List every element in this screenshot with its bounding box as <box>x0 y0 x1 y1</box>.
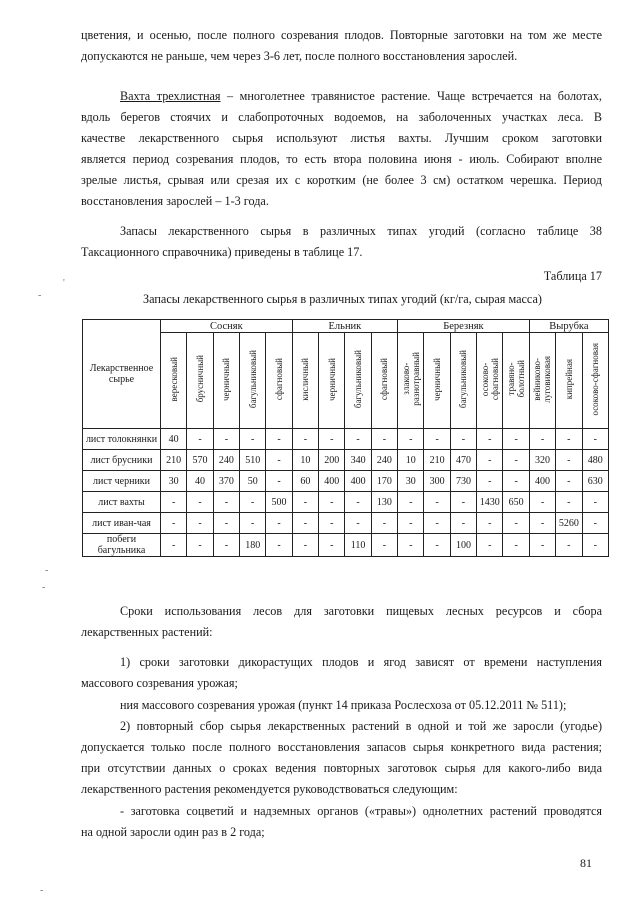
row-name-cell: лист брусники <box>83 450 161 471</box>
table-caption: Запасы лекарственного сырья в различных типах угодий (кг/га, сырая масса) <box>143 292 542 306</box>
table-label: Таблица 17 <box>543 269 602 283</box>
paragraph-line: лекарственных растений: <box>81 625 213 639</box>
column-header: багульниковый <box>450 333 476 429</box>
table-cell: 180 <box>240 534 266 557</box>
table-cell: 1430 <box>477 492 503 513</box>
table-cell: - <box>266 450 292 471</box>
table-cell: - <box>266 534 292 557</box>
table-cell: - <box>503 429 529 450</box>
table-cell: - <box>371 429 397 450</box>
table-cell: - <box>266 471 292 492</box>
table-cell: - <box>292 513 318 534</box>
table-cell: - <box>398 492 424 513</box>
table-cell: 730 <box>450 471 476 492</box>
paragraph-line: является период созревания плодов, то есть втора половина июня - июль. Собирают вполне <box>81 152 602 166</box>
table-cell: 40 <box>161 429 187 450</box>
table-cell: - <box>213 429 239 450</box>
table-cell: - <box>450 492 476 513</box>
list-item-line: массового созревания урожая; <box>81 676 238 690</box>
table-cell: 240 <box>371 450 397 471</box>
paragraph-line: восстановления зарослей – 1-3 года. <box>81 194 269 208</box>
table-cell: - <box>187 534 213 557</box>
table-cell: 340 <box>345 450 371 471</box>
table-cell: 500 <box>266 492 292 513</box>
column-header: багульниковый <box>240 333 266 429</box>
paragraph-line: Сроки использования лесов для заготовки пищевых лесных ресурсов и сбора <box>120 604 602 618</box>
table-cell: - <box>371 534 397 557</box>
table-cell: - <box>424 492 450 513</box>
table-cell: - <box>213 534 239 557</box>
table-cell: - <box>556 450 582 471</box>
column-header: брусничный <box>187 333 213 429</box>
table-cell: 650 <box>503 492 529 513</box>
table-cell: 400 <box>319 471 345 492</box>
table-cell: - <box>503 450 529 471</box>
table-cell: 510 <box>240 450 266 471</box>
table-cell: 400 <box>345 471 371 492</box>
column-header: травяно- болотный <box>503 333 529 429</box>
table-cell: 100 <box>450 534 476 557</box>
column-header: кипрейная <box>556 333 582 429</box>
table-cell: - <box>424 429 450 450</box>
table-cell: - <box>529 513 555 534</box>
table-cell: 200 <box>319 450 345 471</box>
table-cell: - <box>582 513 609 534</box>
table-cell: 10 <box>292 450 318 471</box>
table-cell: - <box>450 513 476 534</box>
table-cell: - <box>477 450 503 471</box>
table-cell: 40 <box>187 471 213 492</box>
table-cell: - <box>161 492 187 513</box>
column-header: осоково- сфагновый <box>477 333 503 429</box>
table-cell: - <box>503 534 529 557</box>
table-cell: 470 <box>450 450 476 471</box>
group-header: Вырубка <box>529 320 608 333</box>
table-cell: 60 <box>292 471 318 492</box>
list-item-line: лекарственного растения рекомендуется руководствоваться следующим: <box>81 782 458 796</box>
table-cell: - <box>319 513 345 534</box>
margin-mark: - <box>40 885 44 896</box>
table-cell: 10 <box>398 450 424 471</box>
list-item-line: на одной заросли один раз в 2 года; <box>81 825 265 839</box>
table-cell: 5260 <box>556 513 582 534</box>
table-cell: - <box>398 513 424 534</box>
table-cell: - <box>240 513 266 534</box>
row-name-cell: лист вахты <box>83 492 161 513</box>
table-cell: - <box>292 492 318 513</box>
table-cell: - <box>582 429 609 450</box>
column-header: черничный <box>319 333 345 429</box>
list-item-line: - заготовка соцветий и надземных органов («травы») однолетних растений проводятся <box>120 804 602 818</box>
column-header: кисличный <box>292 333 318 429</box>
list-item-line: ния массового созревания урожая (пункт 14 приказа Рослесхоза от 05.12.2011 № 511); <box>120 698 567 712</box>
table-cell: 630 <box>582 471 609 492</box>
paragraph-line: Таксационного справочника) приведены в таблице 17. <box>81 245 363 259</box>
table-cell: - <box>556 534 582 557</box>
column-header: черничный <box>424 333 450 429</box>
table-cell: - <box>319 534 345 557</box>
table-cell: - <box>161 513 187 534</box>
group-header: Ельник <box>292 320 397 333</box>
table-cell: 480 <box>582 450 609 471</box>
table-cell: - <box>266 429 292 450</box>
paragraph-line: допускаются не раньше, чем через 3-6 лет, после полного восстановления зарослей. <box>81 49 518 63</box>
paragraph-line <box>120 88 602 104</box>
term-vakhta: Вахта трехлистная <box>120 89 221 103</box>
table-cell: - <box>240 429 266 450</box>
resource-table <box>82 319 609 557</box>
row-name-cell: лист иван-чая <box>83 513 161 534</box>
table-cell: - <box>266 513 292 534</box>
table-cell: - <box>556 492 582 513</box>
table-cell: - <box>345 429 371 450</box>
table-cell: 400 <box>529 471 555 492</box>
table-cell: - <box>503 513 529 534</box>
table-cell: - <box>477 429 503 450</box>
table-cell: 170 <box>371 471 397 492</box>
table-cell: 370 <box>213 471 239 492</box>
table-row <box>83 513 609 534</box>
term-definition: – многолетнее травянистое растение. Чаще встречается на болотах, <box>220 89 602 103</box>
column-header: черничный <box>213 333 239 429</box>
table-cell: - <box>477 471 503 492</box>
table-cell: - <box>292 429 318 450</box>
group-header: Сосняк <box>161 320 293 333</box>
table-cell: - <box>529 534 555 557</box>
table-cell: 300 <box>424 471 450 492</box>
table-cell: - <box>213 513 239 534</box>
table-cell: - <box>187 429 213 450</box>
margin-mark: - <box>42 582 46 593</box>
paragraph-line: вдоль берегов стоячих и слабопроточных водоемов, на заболоченных участках леса. В <box>81 110 602 124</box>
table-cell: - <box>213 492 239 513</box>
column-header: вейниково- луговиковая <box>529 333 555 429</box>
list-item-line: допускается только после полного восстановления запасов сырья конкретного вида растения; <box>81 740 602 754</box>
table-cell: - <box>503 471 529 492</box>
table-cell: - <box>424 513 450 534</box>
table-cell: - <box>398 429 424 450</box>
table-row <box>83 471 609 492</box>
margin-mark: - <box>45 565 49 576</box>
table-cell: 30 <box>398 471 424 492</box>
column-header: багульниковый <box>345 333 371 429</box>
table-cell: 210 <box>424 450 450 471</box>
table-cell: - <box>371 513 397 534</box>
table-cell: - <box>556 471 582 492</box>
column-header: вересковый <box>161 333 187 429</box>
paragraph-line: цветения, и осенью, после полного созревания плодов. Повторные заготовки на том же месте <box>81 28 602 42</box>
table-cell: 130 <box>371 492 397 513</box>
row-name-cell: лист толокнянки <box>83 429 161 450</box>
table-cell: - <box>187 513 213 534</box>
column-header: злаково- разнотравный <box>398 333 424 429</box>
table-cell: - <box>582 534 609 557</box>
table-cell: - <box>240 492 266 513</box>
table-cell: - <box>292 534 318 557</box>
list-item-line: 2) повторный сбор сырья лекарственных растений в одной и той же заросли (угодье) <box>120 719 602 733</box>
table-cell: 110 <box>345 534 371 557</box>
table-row <box>83 492 609 513</box>
table-cell: 30 <box>161 471 187 492</box>
table-cell: - <box>450 429 476 450</box>
column-header: сфагновый <box>371 333 397 429</box>
table-cell: - <box>529 492 555 513</box>
table-cell: - <box>477 534 503 557</box>
table-cell: - <box>161 534 187 557</box>
table-cell: - <box>187 492 213 513</box>
margin-mark: ' <box>63 278 65 289</box>
paragraph-line: Запасы лекарственного сырья в различных типах угодий (согласно таблице 38 <box>120 224 602 238</box>
row-name-cell: лист черники <box>83 471 161 492</box>
table-row <box>83 429 609 450</box>
page-number: 81 <box>580 856 592 870</box>
group-header: Березняк <box>398 320 530 333</box>
table-row <box>83 534 609 557</box>
paragraph-line: качестве лекарственного сырья используют листья вахты. Лучшим сроком заготовки <box>81 131 602 145</box>
table-cell: - <box>345 492 371 513</box>
table-cell: 210 <box>161 450 187 471</box>
table-cell: 50 <box>240 471 266 492</box>
column-header: осоково-сфагновая <box>582 333 609 429</box>
table-cell: - <box>582 492 609 513</box>
margin-mark: - <box>38 290 42 301</box>
list-item-line: 1) сроки заготовки дикорастущих плодов и ягод зависят от времени наступления <box>120 655 602 669</box>
list-item-line: при отсутствии данных о сроках ведения повторных заготовок сырья для какого-либо вида <box>81 761 602 775</box>
table-cell: 240 <box>213 450 239 471</box>
paragraph-line: зрелые листья, срывая или срезая их с коротким (не более 3 см) остатком черешка. Период <box>81 173 602 187</box>
table-row <box>83 450 609 471</box>
table-cell: - <box>398 534 424 557</box>
table-cell: - <box>345 513 371 534</box>
row-header-cell: Лекарственное сырье <box>83 320 161 429</box>
table-cell: - <box>319 492 345 513</box>
table-cell: - <box>319 429 345 450</box>
table-cell: - <box>529 429 555 450</box>
table-cell: 570 <box>187 450 213 471</box>
table-cell: - <box>424 534 450 557</box>
table-cell: 320 <box>529 450 555 471</box>
table-body <box>83 429 609 557</box>
row-name-cell: побеги багульника <box>83 534 161 557</box>
table-cell: - <box>556 429 582 450</box>
column-header: сфагновый <box>266 333 292 429</box>
table-cell: - <box>477 513 503 534</box>
